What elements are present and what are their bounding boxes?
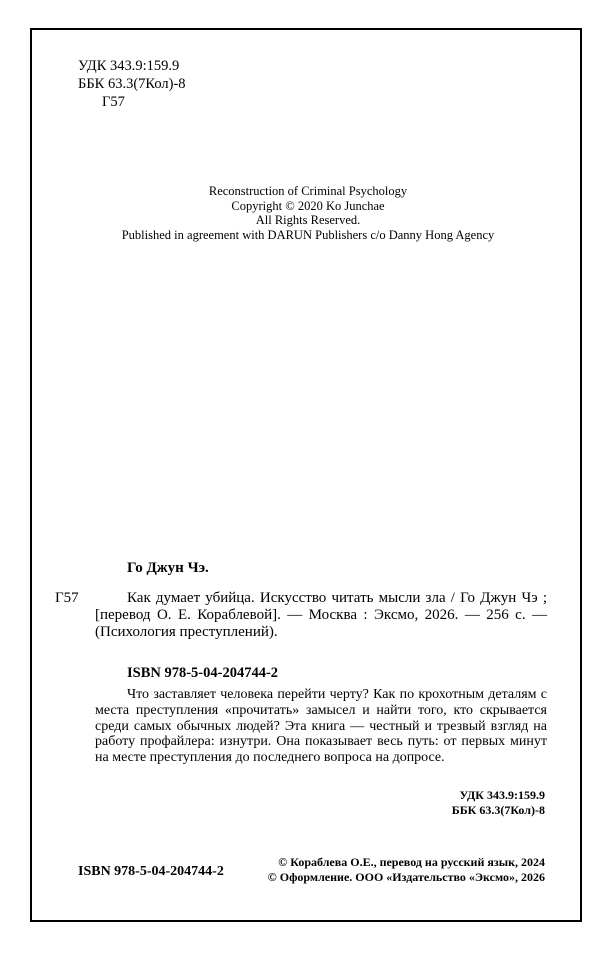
bibliography-code: Г57 — [55, 590, 79, 606]
bbk-code-right: ББК 63.3(7Кол)-8 — [451, 802, 545, 817]
agreement-line: Published in agreement with DARUN Publishers c/o Danny Hong Agency — [121, 227, 495, 242]
bbk-code: ББК 63.3(7Кол)-8 — [78, 76, 186, 92]
original-title: Reconstruction of Criminal Psychology — [208, 184, 408, 198]
book-annotation: Что заставляет человека перейти черту? Как по крохотным деталям с места преступления «прочитать» замысел и найти того, кто скрывается среди самых обычных людей? Эта книга — честный и трезвый взгляд на работу профайлера: изнутри. Она показывает весь путь: от первых минут на месте преступления до последнего вопроса на допросе. — [95, 687, 547, 766]
copyright-translation: © Кораблева О.Е., перевод на русский язык, 2024 — [278, 855, 545, 869]
bibliography-isbn: ISBN 978-5-04-204744-2 — [127, 665, 279, 681]
footer-isbn: ISBN 978-5-04-204744-2 — [78, 864, 224, 879]
author-sign-code: Г57 — [102, 94, 125, 110]
classification-codes-right — [452, 788, 545, 817]
rights-reserved: All Rights Reserved. — [255, 213, 361, 227]
udk-code-right: УДК 343.9:159.9 — [459, 788, 545, 802]
original-copyright-block — [0, 184, 616, 242]
classification-codes-top — [78, 57, 186, 111]
bibliography-author: Го Джун Чэ. — [127, 560, 209, 576]
udk-code: УДК 343.9:159.9 — [78, 58, 180, 74]
footer-copyright-block — [268, 855, 545, 885]
copyright-design: © Оформление. ООО «Издательство «Эксмо», 2026 — [267, 870, 545, 884]
bibliography-description: Как думает убийца. Искусство читать мысли зла / Го Джун Чэ ; [перевод О. Е. Кораблевой]. — Москва : Эксмо, 2026. — 256 с. — (Психология преступлений). — [95, 590, 547, 641]
original-copyright: Copyright © 2020 Ko Junchae — [231, 198, 385, 213]
